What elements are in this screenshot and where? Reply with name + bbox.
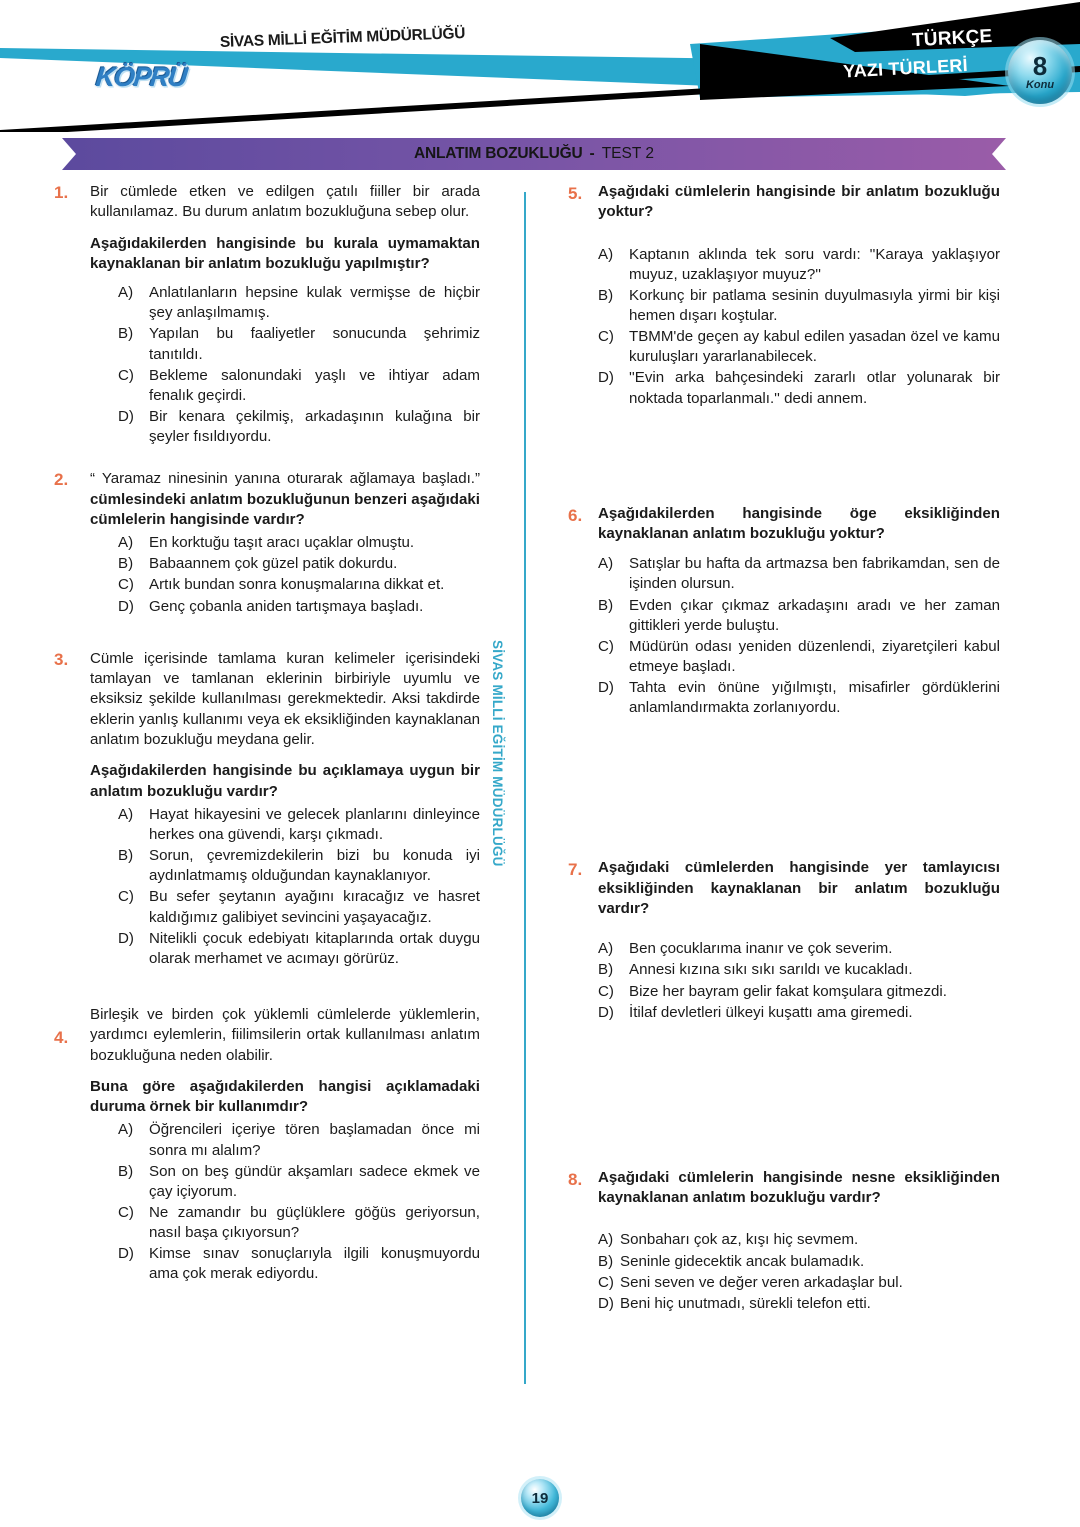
option-letter: C) <box>118 1204 134 1222</box>
question-6-header <box>568 504 1000 545</box>
question-1-prompt: Aşağıdakilerden hangisinde bu kurala uymamaktan kaynaklanan bir anlatım bozukluğu yapılmıştır? <box>90 234 480 272</box>
vertical-side-label: SİVAS MİLLİ EĞİTİM MÜDÜRLÜĞÜ <box>490 640 505 867</box>
option-text: Bekleme salonundaki yaşlı ve ihtiyar adam fenalık geçirdi. <box>149 366 480 404</box>
option-letter: A) <box>598 1231 614 1249</box>
question-5-options <box>568 245 1000 409</box>
topic-number-label: Konu <box>1025 78 1055 91</box>
option-text: Artık bundan sonra konuşmalarına dikkat et. <box>149 576 445 594</box>
question-3-options <box>90 805 480 969</box>
question-3-prompt: Aşağıdakilerden hangisinde bu açıklamaya uygun bir anlatım bozukluğu vardır? <box>90 762 480 800</box>
option-item[interactable] <box>598 1273 1000 1293</box>
option-item[interactable] <box>598 596 1000 636</box>
question-7-number: 7. <box>568 860 583 880</box>
option-letter: C) <box>118 576 134 594</box>
option-text: Anlatılanların hepsine kulak vermişse de hiçbir şey anlaşılmamış. <box>149 284 480 322</box>
option-text: TBMM'de geçen ay kabul edilen yasadan özel ve kamu kuruluşları yararlanabilecek. <box>629 328 1000 366</box>
option-item[interactable] <box>118 283 480 323</box>
left-column <box>48 182 480 1286</box>
question-5-prompt: Aşağıdaki cümlelerin hangisinde bir anlatım bozukluğu yoktur? <box>598 183 1000 221</box>
option-item[interactable] <box>118 887 480 927</box>
option-letter: B) <box>118 325 134 343</box>
option-letter: B) <box>598 286 614 304</box>
option-letter: A) <box>598 245 614 263</box>
option-item[interactable] <box>598 982 1000 1002</box>
question-3 <box>48 649 480 969</box>
option-text: Tahta evin önüne yığılmıştı, misafirler gördüklerini anlamlandırmakta zorlanıyordu. <box>629 679 1000 717</box>
option-text: Babaannem çok güzel patik dokurdu. <box>149 555 398 573</box>
option-letter: D) <box>598 369 614 387</box>
option-letter: C) <box>598 1273 614 1291</box>
option-text: Ben çocuklarıma inanır ve çok severim. <box>629 940 893 958</box>
question-3-intro: Cümle içerisinde tamlama kuran kelimeler içerisindeki tamlayan ve tamlanan eklerinin birbiriyle uyumlu ve eksiksiz şekilde kullanılması gerekmektedir. Aksi takdirde eklerin yanlış kullanımı veya ek eksikliğinden kaynaklanan anlatım bozukluğu meydana gelir. <box>90 649 480 748</box>
option-letter: C) <box>598 982 614 1000</box>
option-text: Annesi kızına sıkı sıkı sarıldı ve kucakladı. <box>629 961 913 979</box>
option-text: Bu sefer şeytanın ayağını kıracağız ve hasret kaldığımız galibiyet sevincini yaşayacağız. <box>149 888 480 926</box>
option-item[interactable] <box>598 245 1000 285</box>
option-text: Seni seven ve değer veren arkadaşlar bul. <box>620 1273 903 1291</box>
column-divider <box>524 192 526 1384</box>
question-2 <box>48 469 480 616</box>
option-text: Müdürün odası yeniden düzenlendi, ziyaretçileri kabul etmeye başladı. <box>629 637 1000 676</box>
option-letter: D) <box>598 1003 614 1021</box>
question-4-options <box>90 1120 480 1284</box>
option-item[interactable] <box>118 597 480 617</box>
question-7-prompt: Aşağıdaki cümlelerden hangisinde yer tamlayıcısı eksikliğinden kaynaklanan bir anlatım bozukluğu vardır? <box>598 859 1000 918</box>
option-item[interactable] <box>118 366 480 406</box>
question-6-number: 6. <box>568 505 583 525</box>
option-text: ''Evin arka bahçesindeki zararlı otlar yolunarak bir noktada toparlanmalı.'' dedi annem. <box>629 369 1000 407</box>
question-8-header <box>568 1168 1000 1209</box>
option-item[interactable] <box>118 533 480 553</box>
option-item[interactable] <box>118 846 480 886</box>
right-column <box>568 182 1000 1315</box>
option-text: Evden çıkar çıkmaz arkadaşını aradı ve her zaman gittikleri yerde buluştu. <box>629 596 1000 634</box>
page-header <box>0 0 1080 132</box>
header-organization: SİVAS MİLLİ EĞİTİM MÜDÜRLÜĞÜ <box>219 25 466 51</box>
question-6 <box>568 504 1000 719</box>
option-item[interactable] <box>598 1003 1000 1023</box>
option-text: Öğrencileri içeriye tören başlamadan önce mi sonra mı alalım? <box>149 1121 480 1159</box>
option-letter: D) <box>118 597 134 615</box>
question-1-intro: Bir cümlede etken ve edilgen çatılı fiiller bir arada kullanılamaz. Bu durum anlatım bozukluğuna sebep olur. <box>90 183 480 221</box>
option-text: Ne zamandır bu güçlüklere göğüs geriyorsun, nasıl başa çıkıyorsun? <box>149 1204 480 1242</box>
option-letter: B) <box>118 1162 134 1180</box>
question-2-options <box>90 533 480 617</box>
question-1-options <box>90 283 480 447</box>
question-2-quote: “ Yaramaz ninesinin yanına oturarak ağlamaya başladı.” <box>90 470 480 488</box>
page-number-badge: 19 <box>521 1479 559 1517</box>
option-text: Bir kenara çekilmiş, arkadaşının kulağına bir şeyler fısıldıyordu. <box>149 408 480 446</box>
option-letter: A) <box>118 1121 134 1139</box>
option-item[interactable] <box>118 929 480 969</box>
option-item[interactable] <box>598 637 1000 677</box>
option-item[interactable] <box>598 554 1000 594</box>
option-text: Genç çobanla aniden tartışmaya başladı. <box>149 597 424 615</box>
option-letter: B) <box>118 555 134 573</box>
question-7-options <box>568 939 1000 1023</box>
question-6-options <box>568 554 1000 718</box>
question-1 <box>48 182 480 447</box>
option-text: İtilaf devletleri ülkeyi kuşattı ama giremedi. <box>629 1003 913 1021</box>
option-letter: A) <box>118 805 134 823</box>
option-item[interactable] <box>598 678 1000 718</box>
option-text: Sorun, çevremizdekilerin bizi bu konuda iyi aydınlatmamış olduğundan kaynaklanıyor. <box>149 847 480 885</box>
option-item[interactable] <box>118 575 480 595</box>
question-2-stem <box>90 469 480 530</box>
option-text: Hayat hikayesini ve gelecek planlarını dinleyince herkes ona güvendi, karşı çıkmadı. <box>149 805 480 843</box>
question-5 <box>568 182 1000 409</box>
option-letter: A) <box>118 284 134 302</box>
question-4-number: 4. <box>54 1027 69 1047</box>
option-item[interactable] <box>598 960 1000 980</box>
option-text: Satışlar bu hafta da artmazsa ben fabrikamdan, sen de işinden olursun. <box>629 555 1000 593</box>
option-item[interactable] <box>598 286 1000 326</box>
question-2-prompt: cümlesindeki anlatım bozukluğunun benzeri aşağıdaki cümlelerin hangisinde vardır? <box>90 490 481 528</box>
option-letter: B) <box>118 847 134 865</box>
header-subject: TÜRKÇE <box>911 26 993 52</box>
option-item[interactable] <box>118 554 480 574</box>
question-5-number: 5. <box>568 184 583 203</box>
option-letter: D) <box>118 1245 134 1263</box>
option-item[interactable] <box>118 1244 480 1284</box>
option-item[interactable] <box>598 1230 1000 1250</box>
topic-number: 8 <box>1032 51 1048 82</box>
test-title-banner <box>62 138 1006 170</box>
option-letter: B) <box>598 1252 614 1270</box>
option-letter: D) <box>118 929 134 947</box>
option-letter: C) <box>118 888 134 906</box>
option-text: Beni hiç unutmadı, sürekli telefon etti. <box>620 1294 871 1312</box>
option-letter: C) <box>118 366 134 384</box>
option-letter: A) <box>598 940 614 958</box>
question-6-prompt: Aşağıdakilerden hangisinde öge eksikliğinden kaynaklanan anlatım bozukluğu yoktur? <box>598 504 1000 543</box>
option-text: Son on beş gündür akşamları sadece ekmek ve çay içiyorum. <box>149 1162 480 1200</box>
header-topic: YAZI TÜRLERİ <box>842 55 969 82</box>
option-letter: B) <box>598 961 614 979</box>
option-letter: A) <box>598 555 614 573</box>
question-2-number: 2. <box>54 470 69 490</box>
option-text: Kimse sınav sonuçlarıyla ilgili konuşmuyordu ama çok merak ediyordu. <box>149 1245 480 1283</box>
question-8-options <box>568 1230 1000 1314</box>
question-4 <box>48 1005 480 1285</box>
option-text: Yapılan bu faaliyetler sonucunda şehrimiz tanıtıldı. <box>149 325 480 363</box>
option-item[interactable] <box>598 368 1000 408</box>
question-8-prompt: Aşağıdaki cümlelerin hangisinde nesne eksikliğinden kaynaklanan anlatım bozukluğu vardır? <box>598 1168 1000 1207</box>
question-8 <box>568 1168 1000 1314</box>
option-letter: A) <box>118 534 134 552</box>
banner-text-group <box>62 138 1006 170</box>
topic-number-badge <box>1008 40 1072 104</box>
question-1-number: 1. <box>54 183 69 202</box>
banner-title: ANLATIM BOZUKLUĞU <box>414 145 583 162</box>
option-item[interactable] <box>598 939 1000 959</box>
option-letter: D) <box>118 408 134 426</box>
option-text: Sonbaharı çok az, kışı hiç sevmem. <box>620 1231 859 1249</box>
question-4-prompt: Buna göre aşağıdakilerden hangisi açıklamadaki duruma örnek bir kullanımdır? <box>90 1077 480 1116</box>
option-item[interactable] <box>118 1203 480 1243</box>
option-item[interactable] <box>598 1294 1000 1314</box>
option-text: En korktuğu taşıt aracı uçaklar olmuştu. <box>149 534 415 552</box>
question-4-intro: Birleşik ve birden çok yüklemli cümlelerde yüklemlerin, yardımcı eylemlerin, fiilimsilerin ortak kullanılması anlatım bozukluğuna neden olabilir. <box>90 1005 480 1064</box>
option-item[interactable] <box>118 407 480 447</box>
question-7-header <box>568 858 1000 919</box>
question-8-number: 8. <box>568 1169 583 1189</box>
question-7 <box>568 858 1000 1022</box>
option-item[interactable] <box>118 1120 480 1160</box>
option-item[interactable] <box>118 1162 480 1202</box>
banner-dash: - <box>589 145 595 162</box>
option-item[interactable] <box>598 1252 1000 1272</box>
option-text: Bize her bayram gelir fakat komşulara gitmezdi. <box>629 982 947 1000</box>
banner-subtitle: TEST 2 <box>601 145 654 162</box>
option-letter: D) <box>598 679 614 697</box>
option-text: Nitelikli çocuk edebiyatı kitaplarında ortak duygu olarak merhamet ve acımayı görürüz. <box>149 929 480 967</box>
question-5-header <box>568 182 1000 223</box>
option-item[interactable] <box>118 324 480 364</box>
option-letter: B) <box>598 596 614 614</box>
option-item[interactable] <box>598 327 1000 367</box>
option-item[interactable] <box>118 805 480 845</box>
question-3-number: 3. <box>54 649 69 669</box>
option-text: Seninle gidecektik ancak bulamadık. <box>620 1252 865 1270</box>
option-letter: D) <box>598 1294 614 1312</box>
option-letter: C) <box>598 328 614 346</box>
kopru-logo: KÖPRÜ <box>94 62 188 92</box>
option-letter: C) <box>598 637 614 655</box>
option-text: Korkunç bir patlama sesinin duyulmasıyla yirmi bir kişi hemen dışarı koştular. <box>629 286 1000 325</box>
option-text: Kaptanın aklında tek soru vardı: ''Karaya yaklaşıyor muyuz, uzaklaşıyor muyuz?'' <box>629 245 1000 283</box>
